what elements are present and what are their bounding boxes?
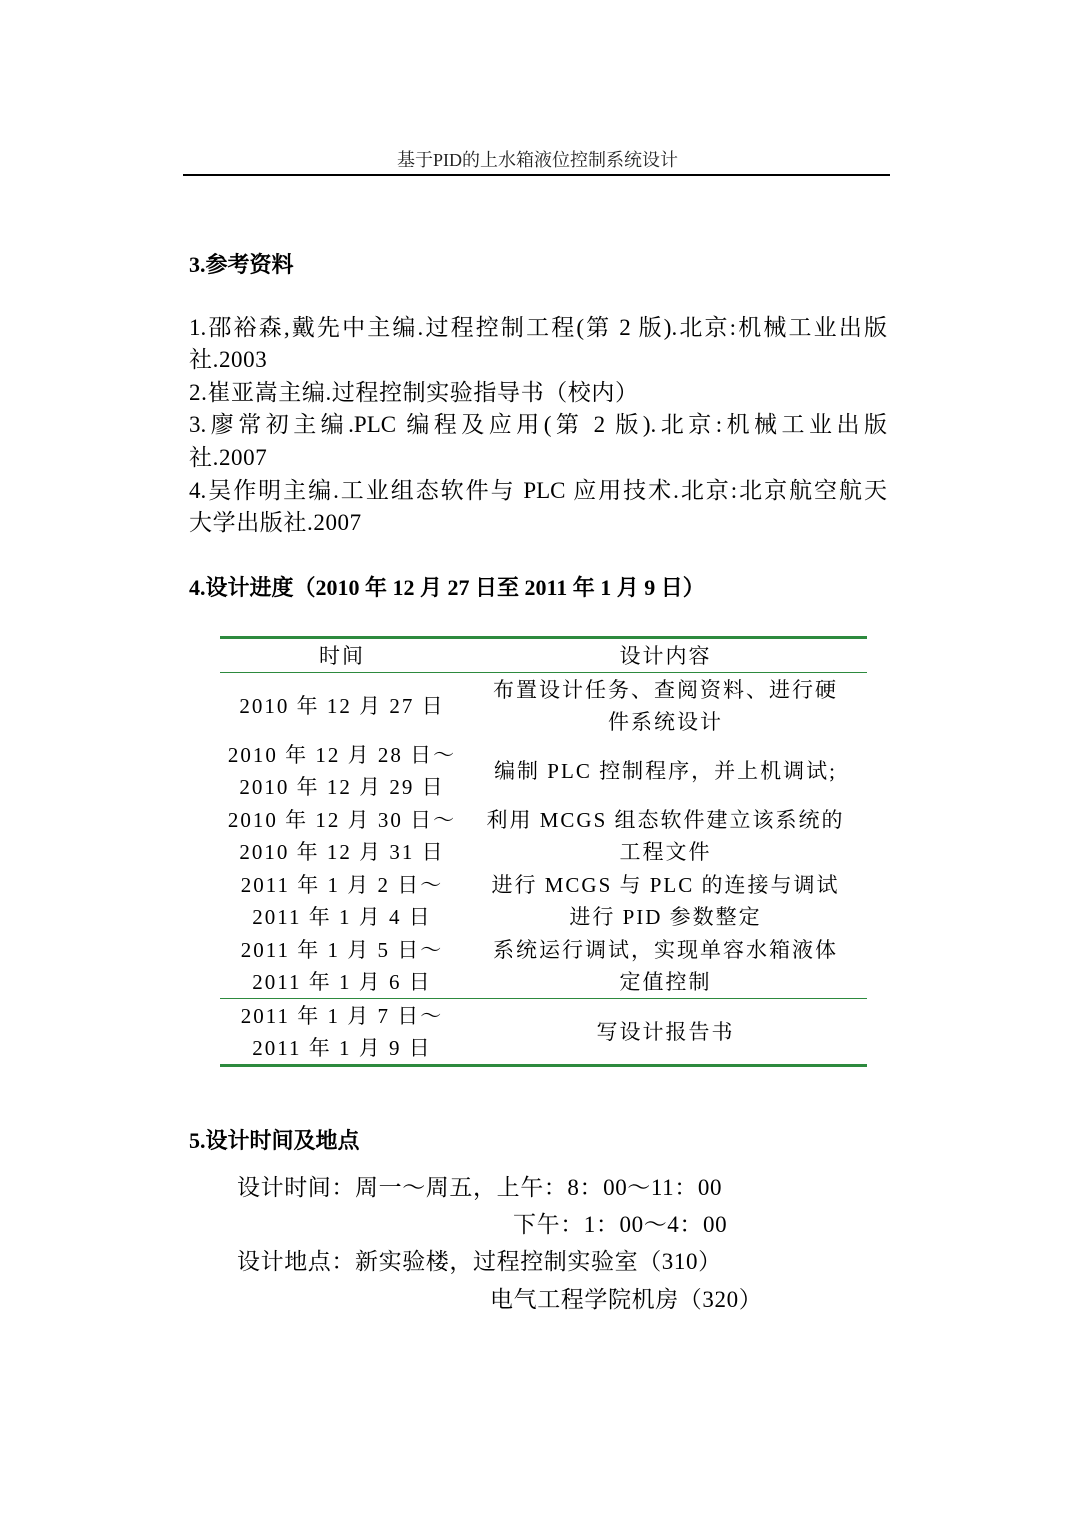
time-text: 2011 年 1 月 5 日～ <box>240 937 444 962</box>
content-text: 定值控制 <box>619 969 712 994</box>
content-text: 利用 MCGS 组态软件建立该系统的 <box>486 807 845 832</box>
time-cell <box>220 803 464 868</box>
content-text: 写设计报告书 <box>596 1019 735 1044</box>
column-header-time-label: 时间 <box>319 643 365 668</box>
design-place-second: 电气工程学院机房（320） <box>490 1287 763 1312</box>
table-bottom-rule <box>220 1064 867 1067</box>
time-text: 2011 年 1 月 9 日 <box>252 1035 432 1060</box>
time-text: 2011 年 1 月 4 日 <box>252 904 432 929</box>
content-text: 进行 MCGS 与 PLC 的连接与调试 <box>491 872 840 897</box>
content-cell <box>464 803 867 868</box>
design-time-line: 设计时间：周一～周五，上午：8：00～11：00 <box>237 1175 723 1200</box>
time-text: 2010 年 12 月 30 日～ <box>227 807 457 832</box>
reference-line-6: 4.吴作明主编.工业组态软件与 PLC 应用技术.北京:北京航空航天 <box>189 478 887 503</box>
time-text: 2010 年 12 月 29 日 <box>239 774 445 799</box>
reference-line-1: 1.邵裕森,戴先中主编.过程控制工程(第 2 版).北京:机械工业出版 <box>189 315 887 340</box>
time-cell <box>220 999 464 1064</box>
design-time-afternoon: 下午：1：00～4：00 <box>513 1212 728 1237</box>
time-cell <box>220 738 464 803</box>
content-cell <box>464 738 867 803</box>
content-text: 件系统设计 <box>608 709 723 734</box>
content-cell <box>464 868 867 933</box>
content-text: 系统运行调试，实现单容水箱液体 <box>493 937 838 962</box>
schedule-heading: 4.设计进度（2010 年 12 月 27 日至 2011 年 1 月 9 日） <box>189 575 705 600</box>
content-text: 布置设计任务、查阅资料、进行硬 <box>493 677 838 702</box>
location-heading: 5.设计时间及地点 <box>189 1128 360 1153</box>
time-text: 2010 年 12 月 28 日～ <box>227 742 457 767</box>
column-header-content-label: 设计内容 <box>619 643 712 668</box>
table-header-row <box>220 639 867 672</box>
reference-line-3: 2.崔亚嵩主编.过程控制实验指导书（校内） <box>189 380 639 405</box>
schedule-table <box>220 636 867 1067</box>
reference-line-5: 社.2007 <box>189 445 268 470</box>
time-text: 2010 年 12 月 27 日 <box>239 693 445 718</box>
table-row <box>220 803 867 868</box>
time-cell <box>220 933 464 998</box>
time-text: 2010 年 12 月 31 日 <box>239 839 445 864</box>
time-text: 2011 年 1 月 2 日～ <box>240 872 444 897</box>
content-cell <box>464 933 867 998</box>
references-heading: 3.参考资料 <box>189 252 294 277</box>
table-row <box>220 999 867 1064</box>
column-header-time <box>220 639 464 672</box>
reference-line-2: 社.2003 <box>189 347 268 372</box>
reference-line-4: 3.廖常初主编.PLC 编程及应用(第 2 版).北京:机械工业出版 <box>189 412 887 437</box>
content-cell <box>464 673 867 738</box>
table-row <box>220 738 867 803</box>
design-place-line: 设计地点：新实验楼，过程控制实验室（310） <box>237 1249 722 1274</box>
time-text: 2011 年 1 月 7 日～ <box>240 1003 444 1028</box>
table-row <box>220 868 867 933</box>
time-text: 2011 年 1 月 6 日 <box>252 969 432 994</box>
table-row <box>220 673 867 738</box>
content-cell <box>464 999 867 1064</box>
page-header-title: 基于PID的上水箱液位控制系统设计 <box>396 150 678 170</box>
content-text: 编制 PLC 控制程序，并上机调试; <box>494 758 837 783</box>
table-row <box>220 933 867 998</box>
column-header-content <box>464 639 867 672</box>
content-text: 工程文件 <box>619 839 712 864</box>
reference-line-7: 大学出版社.2007 <box>189 510 362 535</box>
header-rule <box>183 174 890 176</box>
time-cell <box>220 673 464 738</box>
time-cell <box>220 868 464 933</box>
content-text: 进行 PID 参数整定 <box>569 904 762 929</box>
